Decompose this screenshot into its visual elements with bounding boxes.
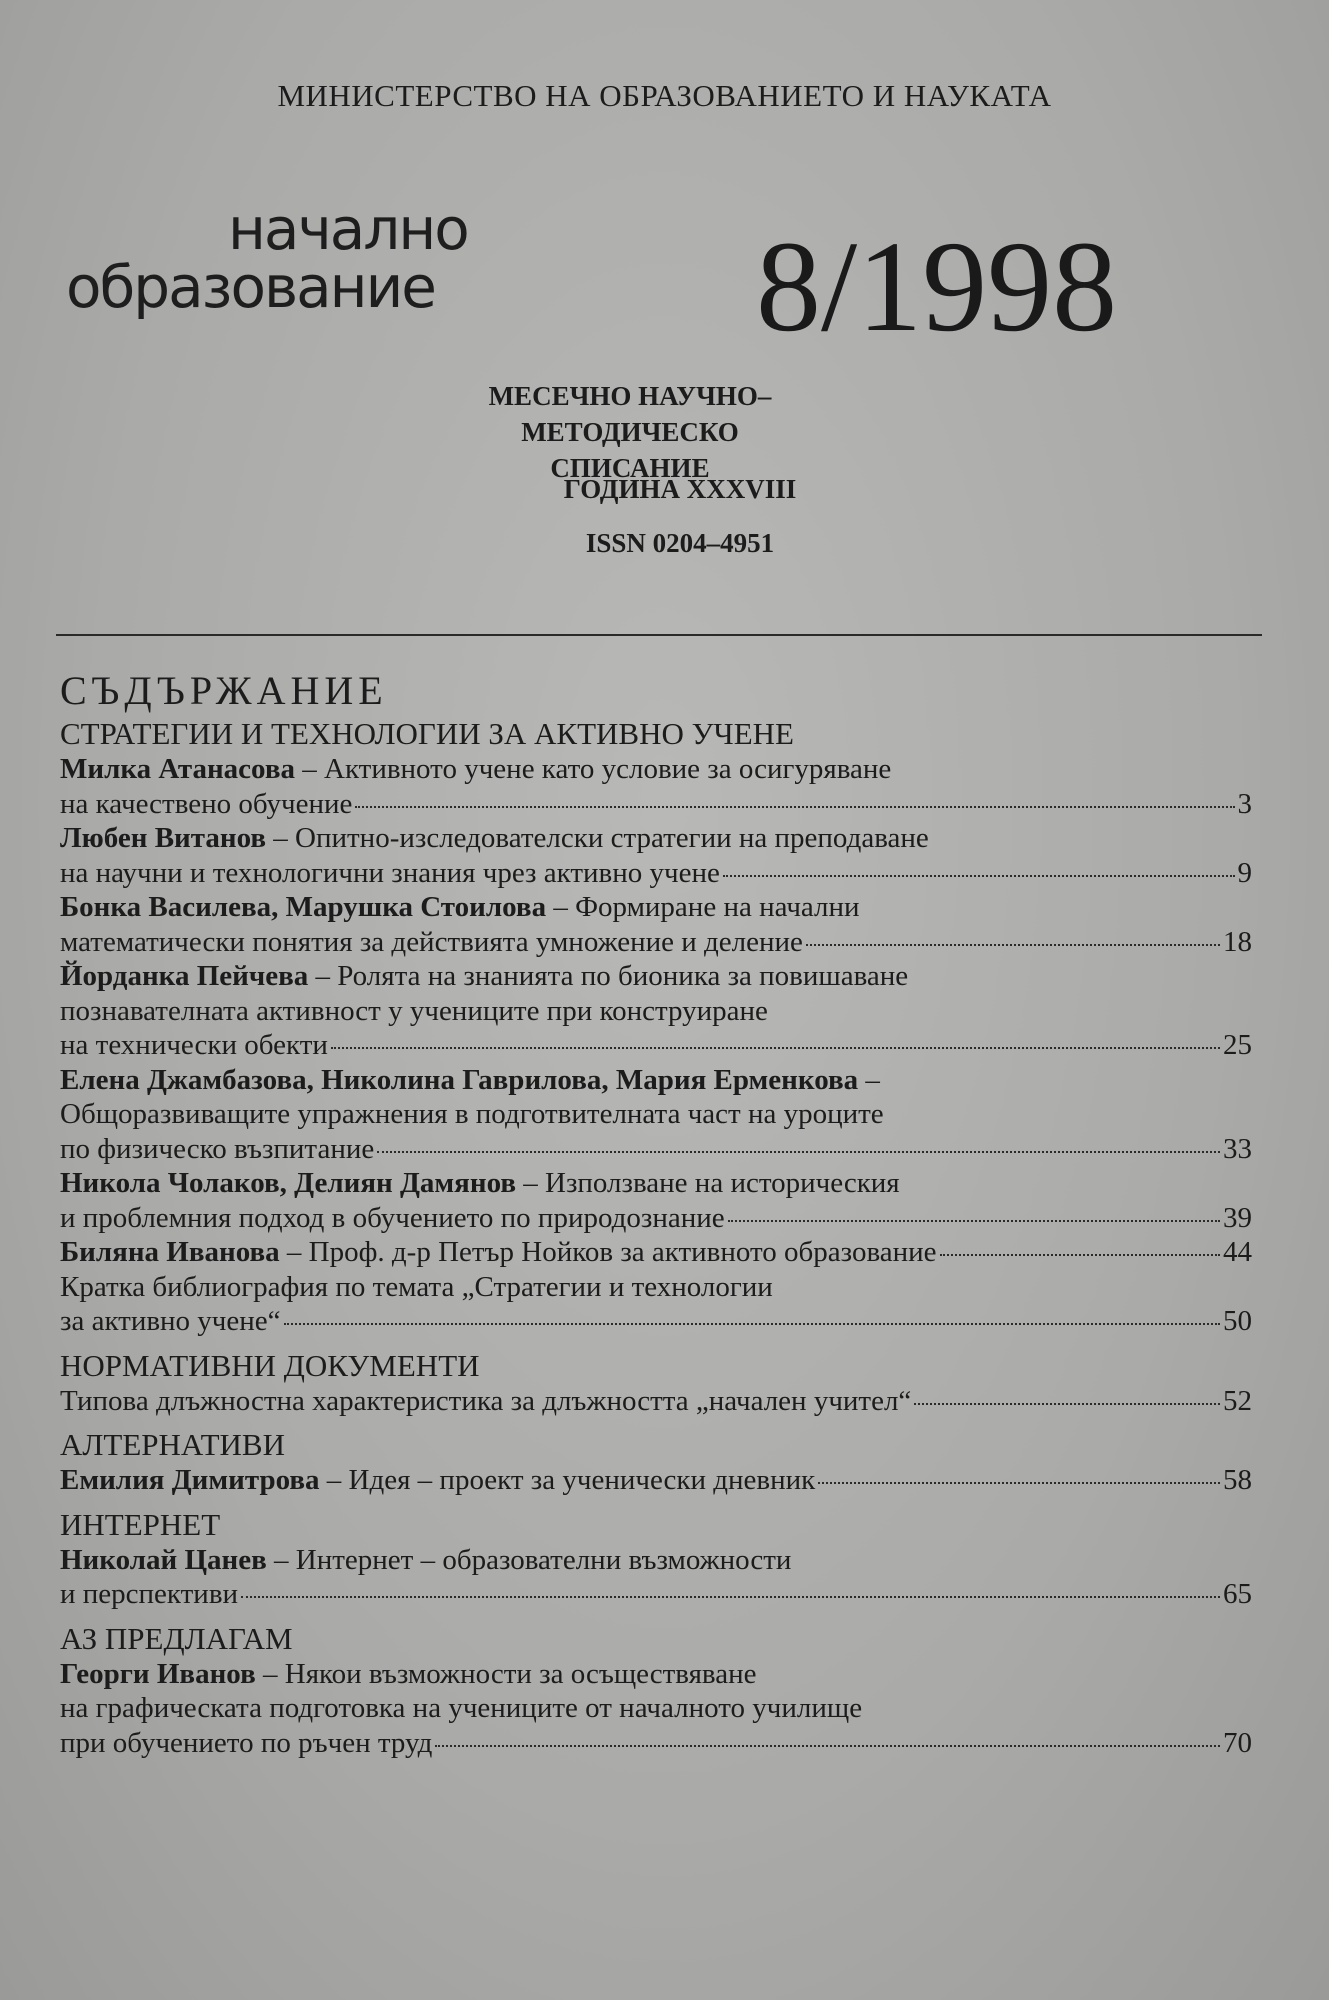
entry-first-line: [60, 1270, 1252, 1305]
toc-entry[interactable]: [60, 1235, 1252, 1270]
toc-title: СЪДЪРЖАНИЕ: [60, 668, 388, 713]
entry-title-end: [60, 1201, 725, 1236]
page-number: 58: [1223, 1464, 1252, 1496]
dot-leader: [435, 1745, 1220, 1747]
entry-last-line: [60, 1463, 1252, 1498]
toc-section-heading: АЗ ПРЕДЛАГАМ: [60, 1620, 293, 1656]
entry-title-end: [60, 1304, 281, 1339]
issue-number: 8/1998: [756, 215, 1118, 359]
page-number: 33: [1223, 1132, 1252, 1165]
entry-title-end: [60, 1235, 937, 1270]
entry-first-line: [60, 890, 1252, 925]
dot-leader: [818, 1482, 1220, 1484]
page-number: 3: [1237, 787, 1252, 820]
entry-first-line: [60, 1166, 1252, 1201]
toc-entry[interactable]: [60, 1384, 1252, 1419]
entry-title-text: и проблемния подход в обучението по природознание: [60, 1201, 725, 1234]
dot-leader: [377, 1151, 1220, 1153]
entry-author: Емилия Димитрова: [60, 1464, 320, 1496]
toc-entry[interactable]: [60, 821, 1252, 890]
entry-title-end: [60, 856, 720, 891]
entry-first-line: [60, 752, 1252, 787]
logo-line-1: начално: [228, 195, 468, 263]
toc-entry[interactable]: [60, 1166, 1252, 1235]
dot-leader: [331, 1047, 1220, 1049]
entry-author: Николай Цанев: [60, 1543, 267, 1576]
entry-title-end: [60, 1726, 432, 1761]
entry-last-line: [60, 1304, 1252, 1339]
page-number: 18: [1223, 925, 1252, 958]
dot-leader: [806, 944, 1220, 946]
dot-leader: [241, 1596, 1220, 1598]
ministry-header: МИНИСТЕРСТВО НА ОБРАЗОВАНИЕТО И НАУКАТА: [277, 78, 1052, 113]
entry-title-text: при обучението по ръчен труд: [60, 1726, 433, 1759]
entry-title-start: – Опитно-изследователски стратегии на преподаване: [266, 822, 929, 854]
divider-rule: [56, 634, 1262, 636]
dot-leader: [355, 806, 1234, 808]
entry-first-line: [60, 959, 1252, 994]
table-of-contents: [60, 668, 1252, 1760]
entry-author: Елена Джамбазова, Николина Гаврилова, Мария Ерменкова: [60, 1063, 859, 1096]
entry-title-text: на качествено обучение: [60, 787, 353, 820]
page-number: 25: [1223, 1029, 1252, 1061]
entry-last-line: [60, 1577, 1252, 1612]
entry-author: Бонка Василева, Марушка Стоилова: [60, 891, 547, 923]
entry-title-text: по физическо възпитание: [60, 1132, 375, 1165]
entry-author: Любен Витанов: [60, 822, 267, 854]
entry-title-line: познавателната активност у учениците при конструиране: [60, 994, 768, 1027]
toc-section-heading: АЛТЕРНАТИВИ: [60, 1427, 285, 1462]
entry-title-end: [60, 1577, 238, 1612]
entry-author: Биляна Иванова: [60, 1236, 280, 1268]
entry-title-start: – Формиране на начални: [546, 891, 860, 923]
entry-title-start: – Използване на историческия: [516, 1167, 900, 1199]
toc-entry[interactable]: [60, 752, 1252, 821]
entry-last-line: [60, 1235, 1252, 1270]
entry-title-text: на технически обекти: [60, 1029, 328, 1061]
entry-first-line: [60, 1657, 1252, 1692]
page-number: 70: [1223, 1726, 1252, 1759]
entry-title-end: [60, 1028, 328, 1063]
toc-entry[interactable]: [60, 890, 1252, 959]
toc-entry[interactable]: [60, 1657, 1252, 1761]
entry-title-text: на научни и технологични знания чрез активно учене: [60, 856, 720, 889]
entry-author: Йорданка Пейчева: [60, 960, 309, 992]
dot-leader: [723, 875, 1235, 877]
entry-last-line: [60, 1132, 1252, 1167]
logo-line-2: образование: [66, 253, 435, 321]
page-number: 65: [1223, 1578, 1252, 1610]
entry-last-line: [60, 787, 1252, 822]
entry-title-text: математически понятия за действията умножение и деление: [60, 925, 803, 958]
entry-first-line: [60, 1063, 1252, 1098]
toc-section-heading: СТРАТЕГИИ И ТЕХНОЛОГИИ ЗА АКТИВНО УЧЕНЕ: [60, 716, 794, 751]
toc-section-heading: НОРМАТИВНИ ДОКУМЕНТИ: [60, 1347, 480, 1383]
entry-title-end: [60, 787, 352, 822]
entry-title-end: [60, 1384, 911, 1419]
entry-title-text: и перспективи: [60, 1578, 239, 1610]
entry-last-line: [60, 925, 1252, 960]
toc-entry[interactable]: [60, 1270, 1252, 1339]
entry-first-line: [60, 1543, 1252, 1578]
entry-title-text: – Проф. д-р Петър Нойков за активното образование: [279, 1236, 937, 1268]
subtitle-line-1: МЕСЕЧНО НАУЧНО–МЕТОДИЧЕСКО: [488, 381, 772, 447]
journal-subtitle: [400, 378, 860, 486]
subtitle-line-2: СПИСАНИЕ: [550, 453, 710, 483]
entry-title-start: Кратка библиография по темата „Стратегии и технологии: [60, 1270, 773, 1303]
dot-leader: [940, 1254, 1220, 1256]
journal-issn: ISSN 0204–4951: [585, 528, 775, 558]
dot-leader: [728, 1220, 1220, 1222]
page-number: 52: [1223, 1384, 1252, 1417]
entry-title-start: – Интернет – образователни възможности: [266, 1543, 792, 1576]
entry-title-text: за активно учене“: [60, 1305, 281, 1337]
entry-last-line: [60, 1201, 1252, 1236]
dot-leader: [284, 1323, 1220, 1325]
journal-logo: [66, 195, 468, 321]
entry-title-start: – Някои възможности за осъществяване: [255, 1657, 757, 1690]
entry-title-start: –: [858, 1063, 880, 1096]
entry-last-line: [60, 1384, 1252, 1419]
toc-entry[interactable]: [60, 1063, 1252, 1167]
entry-title-line: на графическата подготовка на учениците от началното училище: [60, 1692, 863, 1724]
entry-title-end: [60, 1463, 815, 1498]
entry-title-end: [60, 1132, 374, 1167]
journal-year: ГОДИНА XXXVIII: [563, 474, 797, 504]
toc-entry[interactable]: [60, 1463, 1252, 1498]
entry-title-text: Типова длъжностна характеристика за длъжността „начален учител“: [60, 1384, 912, 1417]
dot-leader: [914, 1403, 1220, 1405]
toc-entry[interactable]: [60, 959, 1252, 1063]
entry-title-line: Общоразвиващите упражнения в подготвителната част на уроците: [60, 1098, 884, 1130]
toc-section-heading: ИНТЕРНЕТ: [60, 1506, 221, 1542]
entry-last-line: [60, 1726, 1252, 1761]
entry-title-start: – Активното учене като условие за осигуряване: [295, 753, 892, 785]
entry-last-line: [60, 1028, 1252, 1063]
entry-title-text: – Идея – проект за ученически дневник: [319, 1464, 816, 1496]
entry-title-end: [60, 925, 803, 960]
page-number: 44: [1223, 1236, 1252, 1268]
page-number: 50: [1223, 1305, 1252, 1337]
page-number: 9: [1237, 856, 1252, 889]
page-number: 39: [1223, 1201, 1252, 1234]
entry-first-line: [60, 821, 1252, 856]
entry-author: Никола Чолаков, Делиян Дамянов: [60, 1167, 517, 1199]
entry-author: Милка Атанасова: [60, 753, 295, 785]
entry-author: Георги Иванов: [60, 1657, 256, 1690]
entry-title-start: – Ролята на знанията по бионика за повишаване: [308, 960, 909, 992]
toc-entry[interactable]: [60, 1543, 1252, 1612]
entry-last-line: [60, 856, 1252, 891]
